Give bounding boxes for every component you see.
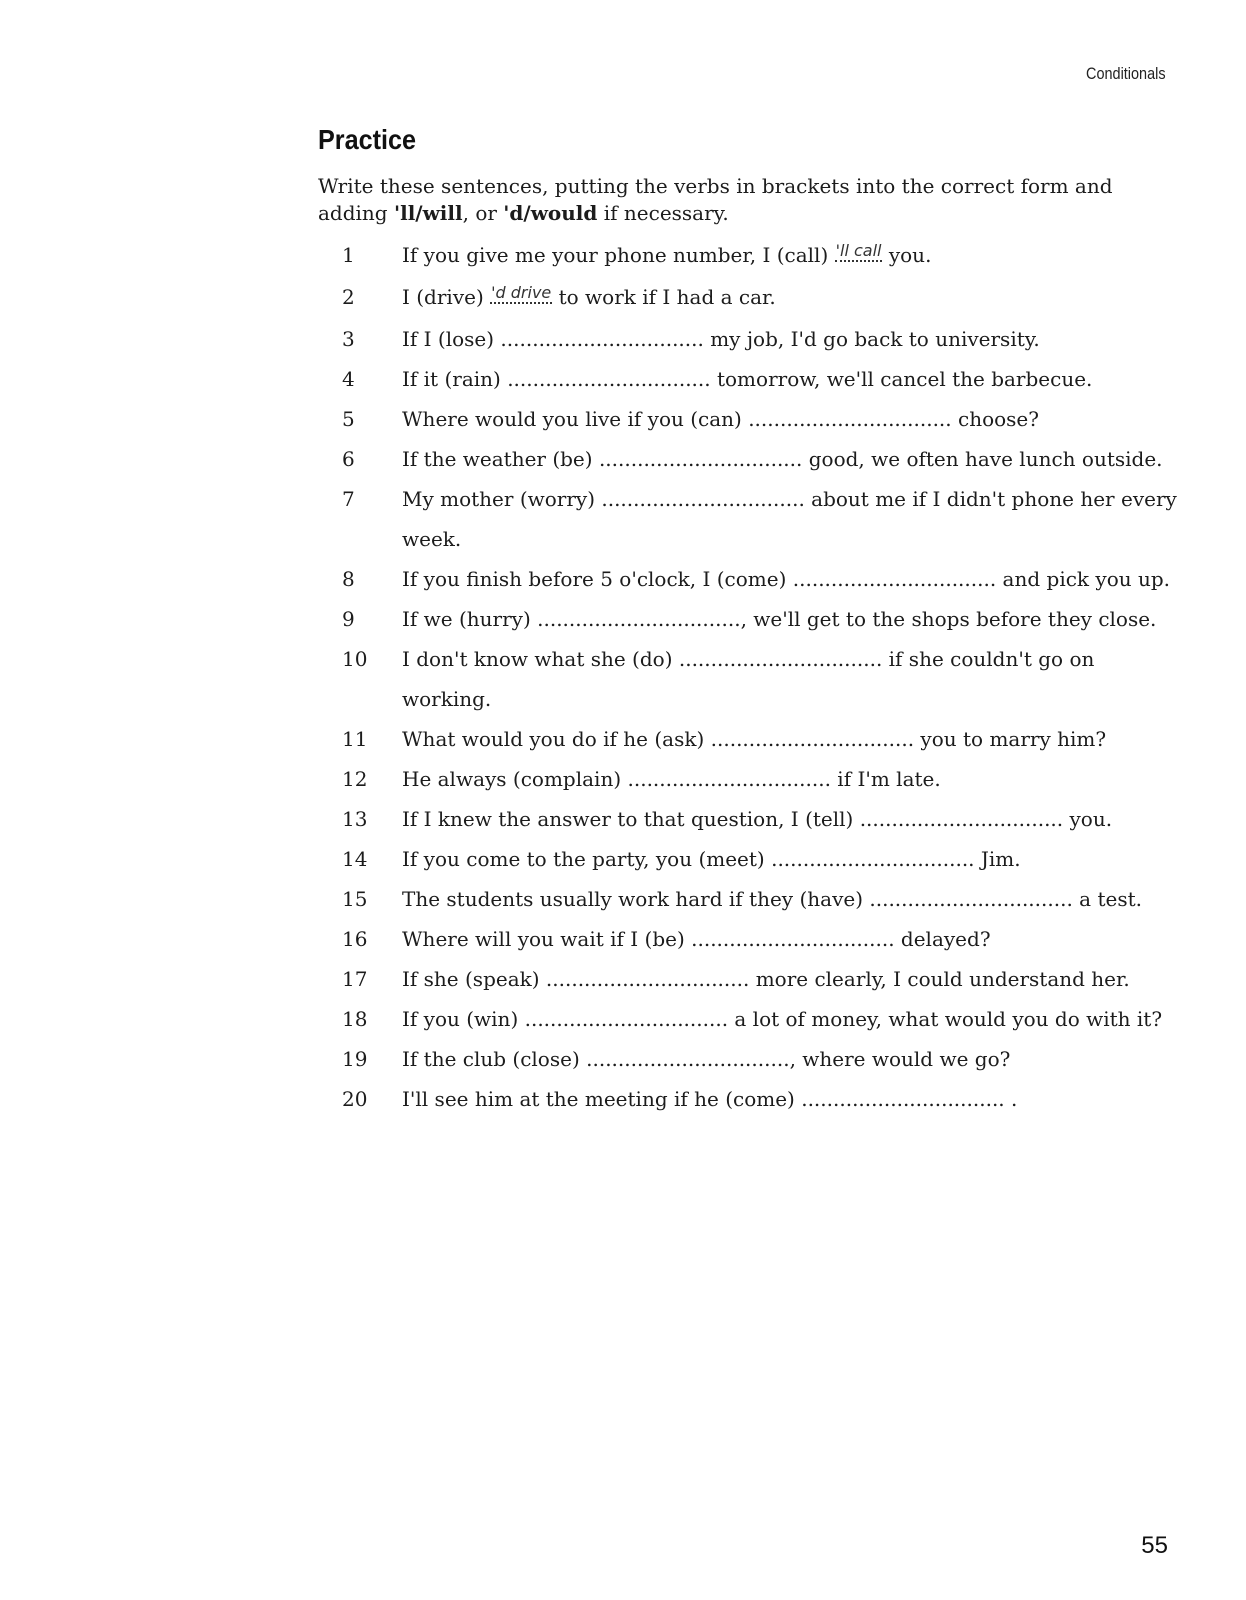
exercise-item [300, 959, 1180, 999]
item-text: about me if I didn't phone her every week. [402, 487, 1177, 551]
exercise-list [300, 235, 1180, 1119]
exercise-item [300, 479, 1180, 559]
page-number: 55 [1141, 1532, 1168, 1559]
item-number: 11 [342, 727, 368, 751]
exercise-item [300, 999, 1180, 1039]
answer-blank[interactable]: ................................ [710, 727, 915, 751]
item-text: If you finish before 5 o'clock, I (come) [402, 567, 793, 591]
exercise-item [300, 599, 1180, 639]
item-text: If it (rain) [402, 367, 508, 391]
answer-blank[interactable]: ................................ [771, 847, 975, 871]
exercise-item [300, 439, 1180, 479]
item-number: 12 [342, 767, 368, 791]
item-number: 17 [342, 967, 368, 991]
exercise-item [300, 799, 1180, 839]
answer-blank[interactable]: ................................ [500, 327, 704, 351]
item-number: 10 [342, 647, 368, 671]
handwritten-answer[interactable]: 'll call [835, 241, 882, 260]
item-text: My mother (worry) [402, 487, 602, 511]
item-text: a test. [1072, 887, 1142, 911]
item-text: , we'll get to the shops before they close. [740, 607, 1157, 631]
item-number: 9 [342, 607, 355, 631]
answer-blank[interactable]: ................................ [869, 887, 1073, 911]
item-text: The students usually work hard if they (have) [402, 887, 870, 911]
item-text: If we (hurry) [402, 607, 538, 631]
item-number: 13 [342, 807, 368, 831]
item-text: If you give me your phone number, I (call) [402, 243, 835, 267]
answer-blank[interactable]: ................................ [524, 1007, 729, 1031]
item-text: tomorrow, we'll cancel the barbecue. [710, 367, 1093, 391]
item-text: a lot of money, what would you do with it? [728, 1007, 1163, 1031]
item-text: If I (lose) [402, 327, 501, 351]
exercise-item [300, 919, 1180, 959]
answer-blank[interactable]: ................................ [691, 927, 895, 951]
item-text: I don't know what she (do) [402, 647, 679, 671]
item-number: 3 [342, 327, 355, 351]
answer-blank[interactable]: ................................ [678, 647, 883, 671]
item-text: He always (complain) [402, 767, 628, 791]
answer-blank[interactable]: ................................ [586, 1047, 790, 1071]
item-number: 15 [342, 887, 368, 911]
item-text: If she (speak) [402, 967, 546, 991]
exercise-item [300, 235, 1180, 277]
item-text: Jim. [974, 847, 1021, 871]
item-text: What would you do if he (ask) [402, 727, 711, 751]
exercise-item [300, 559, 1180, 599]
item-number: 14 [342, 847, 368, 871]
instructions-will: 'll/will [393, 201, 463, 225]
instructions-text: if necessary. [597, 201, 729, 225]
exercise-item [300, 359, 1180, 399]
instructions [318, 173, 1178, 227]
exercise-item [300, 399, 1180, 439]
item-text: If you (win) [402, 1007, 525, 1031]
section-title: Practice [318, 124, 417, 155]
exercise-item [300, 879, 1180, 919]
answer-blank[interactable]: ................................ [507, 367, 711, 391]
answer-blank[interactable]: ................................ [537, 607, 741, 631]
item-text: . [1004, 1087, 1018, 1111]
item-text: more clearly, I could understand her. [749, 967, 1130, 991]
item-text: I'll see him at the meeting if he (come) [402, 1087, 802, 1111]
item-number: 6 [342, 447, 355, 471]
item-text: good, we often have lunch outside. [802, 447, 1163, 471]
item-text: If the weather (be) [402, 447, 599, 471]
item-number: 5 [342, 407, 355, 431]
exercise-item [300, 839, 1180, 879]
instructions-text: , or [462, 201, 504, 225]
exercise-item [300, 1079, 1180, 1119]
item-text: if she couldn't go on working. [402, 647, 1095, 711]
item-text: to work if I had a car. [552, 285, 776, 309]
item-text: you. [1063, 807, 1113, 831]
item-number: 18 [342, 1007, 368, 1031]
exercise-item [300, 759, 1180, 799]
item-text: delayed? [894, 927, 991, 951]
item-number: 4 [342, 367, 355, 391]
item-number: 16 [342, 927, 368, 951]
item-text: , where would we go? [789, 1047, 1011, 1071]
instructions-text: Write these sentences, putting the verbs in brackets into the correct form and adding [318, 174, 1113, 225]
item-text: Where would you live if you (can) [402, 407, 749, 431]
exercise-item [300, 1039, 1180, 1079]
item-number: 1 [342, 243, 355, 267]
item-number: 19 [342, 1047, 368, 1071]
running-head: Conditionals [1086, 64, 1166, 83]
item-number: 7 [342, 487, 355, 511]
item-number: 20 [342, 1087, 368, 1111]
answer-blank[interactable]: ................................ [598, 447, 803, 471]
item-text: If the club (close) [402, 1047, 587, 1071]
item-text: I (drive) [402, 285, 491, 309]
item-number: 2 [342, 285, 355, 309]
answer-blank[interactable]: ................................ [748, 407, 952, 431]
item-text: If you come to the party, you (meet) [402, 847, 772, 871]
item-text: Where will you wait if I (be) [402, 927, 692, 951]
item-text: and pick you up. [996, 567, 1171, 591]
exercise-item [300, 719, 1180, 759]
item-text: my job, I'd go back to university. [703, 327, 1040, 351]
answer-blank[interactable]: ................................ [601, 487, 805, 511]
answer-blank[interactable]: ................................ [545, 967, 750, 991]
answer-blank[interactable]: ................................ [859, 807, 1064, 831]
exercise-item [300, 639, 1180, 719]
answer-blank[interactable]: ................................ [627, 767, 831, 791]
exercise-item [300, 277, 1180, 319]
handwritten-answer[interactable]: 'd drive [491, 283, 552, 302]
item-text: If I knew the answer to that question, I (tell) [402, 807, 860, 831]
exercise-item [300, 319, 1180, 359]
item-number: 8 [342, 567, 355, 591]
item-text: choose? [951, 407, 1039, 431]
instructions-would: 'd/would [503, 201, 598, 225]
answer-blank[interactable]: ................................ [792, 567, 997, 591]
item-text: you to marry him? [914, 727, 1107, 751]
item-text: if I'm late. [830, 767, 941, 791]
item-text: you. [882, 243, 932, 267]
answer-blank[interactable]: ................................ [801, 1087, 1005, 1111]
